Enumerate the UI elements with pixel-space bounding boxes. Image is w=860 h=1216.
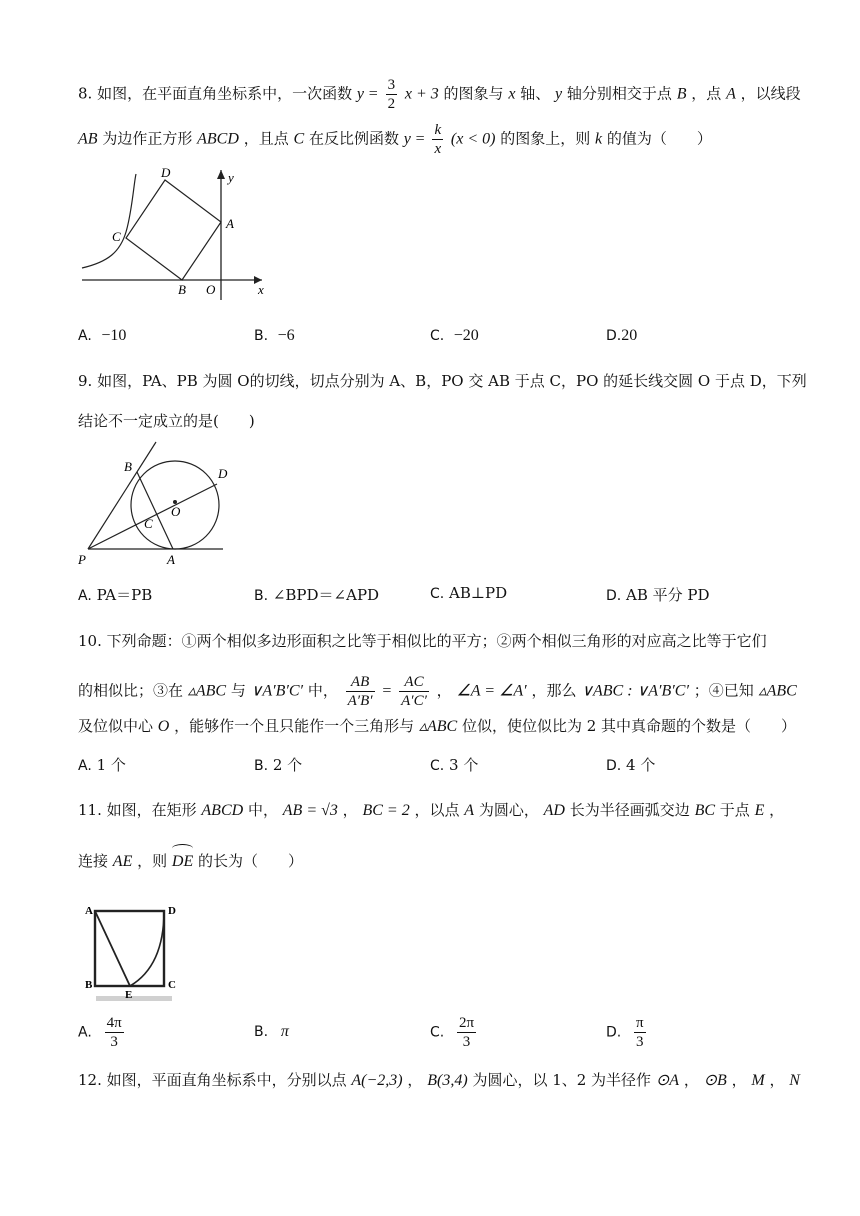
q11-segment-ae (95, 911, 130, 986)
q9-label-d: D (218, 466, 228, 481)
q8-label-d: D (161, 165, 171, 180)
q9-option-b[interactable] (254, 584, 379, 605)
q8-label-a: A (226, 216, 234, 231)
q8-var: x (508, 85, 516, 103)
q11-arc-de: DE (172, 844, 193, 874)
q9-line2: 结论不一定成立的是( ) (78, 412, 255, 430)
q8-text: 轴分别相交于点 (566, 84, 672, 103)
q12-circle-a: ⊙A (655, 1072, 680, 1089)
option-value: −10 (101, 327, 127, 344)
q8-text: 为边作正方形 (102, 129, 193, 148)
q9-option-d[interactable] (606, 584, 710, 605)
option-label: B. (254, 328, 269, 344)
option-value: 2 个 (272, 756, 303, 774)
q10-frac-num: AC (399, 673, 429, 692)
q11-expr: BC = 2 (362, 802, 410, 819)
q11-text: 连接 (78, 852, 109, 870)
q11-var: ABCD (201, 802, 244, 819)
q9-option-c[interactable] (430, 584, 507, 602)
q10-line1: 10. 下列命题：①两个相似多边形面积之比等于相似比的平方；②两个相似三角形的对应高之比等于它们 (78, 632, 767, 650)
frac-den: 3 (636, 1034, 644, 1050)
option-value: PA＝PB (96, 586, 153, 604)
q11-text: ，以点 (414, 801, 460, 819)
q9-label-b: B (124, 459, 132, 474)
q8-label-x: x (258, 282, 264, 297)
q8-frac-num: 3 (387, 77, 396, 93)
option-label: D. (606, 1024, 622, 1041)
option-label: C. (430, 328, 445, 344)
option-label: C. (430, 758, 445, 774)
q10-eq: = (382, 682, 392, 700)
q11-expr: AB = √3 (282, 802, 338, 819)
q8-eq: = (415, 130, 425, 148)
frac-num: 2π (459, 1015, 475, 1031)
q8-figure (78, 162, 278, 302)
q9-label-c: C (144, 516, 153, 531)
q8-option-b[interactable] (254, 326, 295, 345)
q9-label-o: O (171, 504, 181, 519)
q10-frac-den: A′C′ (401, 693, 427, 709)
option-label: A. (78, 758, 92, 774)
q8-var: ABCD (197, 130, 239, 148)
q11-arc (130, 911, 164, 986)
option-label: B. (254, 588, 269, 604)
q11-var: A (464, 802, 475, 819)
q10-text: ，能够作一个且只能作一个三角形与 (174, 717, 415, 735)
q11-rectangle (95, 911, 164, 986)
option-value: 3 个 (449, 756, 479, 774)
q11-line1 (78, 798, 784, 823)
q8-var: k (595, 130, 603, 148)
option-value: −6 (277, 327, 295, 344)
option-label: D. (606, 758, 622, 774)
q12-circle-b: ⊙B (703, 1072, 727, 1089)
q11-label-d: D (168, 905, 176, 917)
q11-text: 于点 (719, 801, 750, 819)
q11-text: ， (342, 801, 358, 819)
q10-similar: ∨ABC : ∨A′B′C′ (581, 682, 689, 700)
q10-text: 位似，使位似比为 2 其中真命题的个数是（ ） (461, 717, 797, 735)
q8-frac-num: k (434, 122, 442, 138)
q12-text: ， (683, 1071, 699, 1089)
q11-text: ，则 (137, 852, 168, 870)
q8-hyperbola (82, 174, 136, 268)
q11-option-c[interactable] (430, 1014, 479, 1051)
option-value: AB⊥PD (449, 584, 508, 602)
q9-option-a[interactable] (78, 584, 152, 605)
q10-frac-den: A′B′ (347, 693, 373, 709)
q10-frac-num: AB (346, 673, 375, 692)
q12-text: 12. 如图，平面直角坐标系中，分别以点 (78, 1071, 347, 1089)
q8-frac-den: 2 (387, 96, 396, 112)
q10-text: 及位似中心 (78, 717, 154, 735)
q8-var: y (403, 130, 411, 148)
option-value: AB 平分 PD (626, 586, 710, 604)
q11-text: 11. 如图，在矩形 (78, 801, 197, 819)
q10-text: ， (436, 681, 452, 700)
frac-num: 4π (106, 1015, 122, 1031)
option-fraction (457, 1014, 476, 1051)
q10-triangle: ▵ABC (418, 718, 458, 735)
q11-text: 长为半径画弧交边 (569, 801, 690, 819)
q10-text: ；④已知 (693, 681, 754, 700)
option-value: 1 个 (96, 756, 126, 774)
q11-var: E (754, 802, 765, 819)
q8-expr: x + 3 (404, 85, 439, 103)
q10-line2 (78, 673, 797, 710)
q11-var: AE (112, 853, 133, 870)
q10-triangle: ∨A′B′C′ (250, 682, 304, 700)
q12-point-b: B(3,4) (427, 1072, 468, 1089)
q12-line1 (78, 1068, 800, 1093)
option-value: 4 个 (626, 756, 656, 774)
q10-text: 与 (230, 681, 246, 700)
q10-option-b[interactable] (254, 754, 302, 775)
q11-text: 的长为（ ） (198, 852, 304, 870)
q12-text: ， (407, 1071, 423, 1089)
option-fraction (105, 1014, 124, 1051)
q8-text: ，以线段 (740, 84, 801, 103)
option-label: A. (78, 1024, 92, 1041)
q8-frac-den: x (434, 141, 442, 157)
option-label: B. (254, 1024, 269, 1040)
q10-triangle: ▵ABC (758, 682, 797, 700)
option-label: D. (606, 588, 622, 604)
q10-text: 的相似比；③在 (78, 681, 184, 700)
q8-option-d[interactable] (606, 326, 637, 345)
q10-triangle: ▵ABC (187, 682, 227, 700)
q11-option-b[interactable] (254, 1022, 289, 1041)
q12-point-a: A(−2,3) (351, 1072, 403, 1089)
q8-text: ，且点 (243, 129, 289, 148)
q9-line1: 9. 如图，PA、PB 为圆 O的切线，切点分别为 A、B，PO 交 AB 于点 C，PO 的延长线交圆 O 于点 D，下列 (78, 372, 807, 390)
q10-fraction-ac (399, 673, 429, 710)
q8-text: 的值为（ ） (606, 129, 712, 148)
q8-text: 轴、 (520, 84, 551, 103)
q8-var: y (555, 85, 563, 103)
q12-text: ， (769, 1071, 785, 1089)
q8-label-o: O (206, 282, 216, 297)
q11-option-a[interactable] (78, 1014, 127, 1051)
q11-label-b: B (85, 979, 93, 991)
frac-den: 3 (110, 1034, 118, 1050)
q10-fraction-ab (346, 673, 375, 710)
q8-var: AB (78, 130, 98, 148)
q11-option-d[interactable] (606, 1014, 649, 1051)
q11-text: 中， (247, 801, 278, 819)
q9-chord-ab (137, 472, 173, 549)
q8-var: y (356, 85, 364, 103)
option-fraction (634, 1014, 646, 1051)
q10-line3 (78, 714, 796, 739)
q10-angle: ∠A = ∠A′ (456, 682, 527, 700)
option-label: C. (430, 1024, 445, 1041)
q10-var: O (157, 718, 170, 735)
q12-text: ， (731, 1071, 747, 1089)
option-value: −20 (453, 327, 479, 344)
q8-text: 的图象上，则 (500, 129, 591, 148)
q11-figure (80, 898, 184, 1004)
q11-text: 为圆心， (478, 801, 539, 819)
q8-var: A (726, 85, 736, 103)
frac-num: π (636, 1015, 644, 1031)
option-label: C. (430, 586, 445, 602)
q10-option-c[interactable] (430, 754, 478, 775)
q10-text: 中， (307, 681, 338, 700)
q8-fraction (432, 121, 443, 158)
q11-line2 (78, 844, 303, 874)
q12-var: M (751, 1072, 765, 1089)
frac-den: 3 (462, 1034, 471, 1050)
q8-option-a[interactable] (78, 326, 126, 345)
q10-option-d[interactable] (606, 754, 655, 775)
q8-var: B (676, 85, 687, 103)
option-label: A. (78, 588, 92, 604)
q8-fraction (386, 76, 398, 113)
q8-eq: = (368, 85, 378, 103)
q8-label-c: C (112, 229, 121, 244)
q10-text: ，那么 (531, 681, 577, 700)
q8-label-y: y (228, 170, 234, 185)
q11-caption-smudge (96, 996, 172, 1001)
option-value: 20 (621, 327, 638, 344)
q11-text: ， (769, 801, 785, 819)
q12-text: 为圆心，以 1、2 为半径作 (472, 1071, 652, 1089)
q8-text: 8. 如图，在平面直角坐标系中，一次函数 (78, 84, 353, 103)
q8-condition: (x < 0) (450, 130, 496, 148)
q8-square (126, 180, 221, 280)
q11-var: AD (543, 802, 565, 819)
q8-var: C (293, 130, 305, 148)
q11-label-c: C (168, 979, 176, 991)
option-value: ∠BPD＝∠APD (272, 586, 380, 604)
q8-text: 在反比例函数 (308, 129, 399, 148)
q8-text: ，点 (691, 84, 722, 103)
q9-tangent-pb (88, 442, 156, 549)
q11-label-e: E (125, 989, 133, 1001)
q8-line1 (78, 76, 801, 113)
q11-label-a: A (85, 905, 93, 917)
q8-option-c[interactable] (430, 326, 479, 345)
q9-figure (78, 440, 258, 568)
option-value: π (280, 1023, 289, 1040)
q9-label-p: P (78, 552, 86, 567)
q8-line2 (78, 121, 712, 158)
q11-var: BC (694, 802, 716, 819)
q8-y-arrow (217, 170, 225, 179)
q10-option-a[interactable] (78, 754, 126, 775)
q9-label-a: A (167, 552, 175, 567)
q8-label-b: B (178, 282, 186, 297)
option-label: B. (254, 758, 269, 774)
option-label: A. (78, 328, 92, 344)
q12-var: N (789, 1072, 800, 1089)
option-label: D. (606, 328, 622, 344)
q8-text: 的图象与 (443, 84, 504, 103)
